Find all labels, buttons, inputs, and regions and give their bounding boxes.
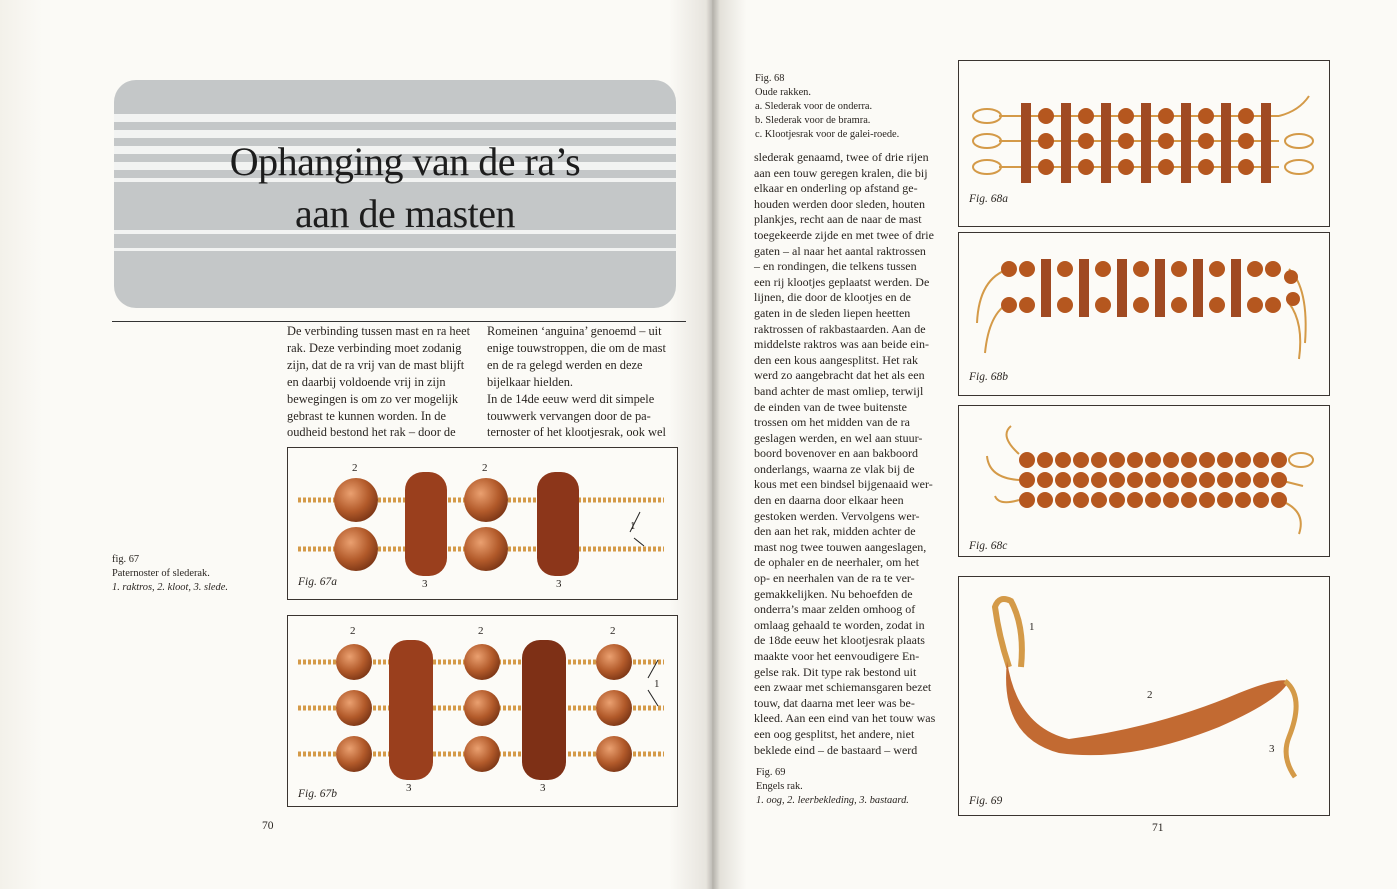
text-column-1 (287, 323, 473, 441)
text-line: band achter de mast omliep, terwijl (754, 383, 924, 398)
text-line: een zwaar met schiemansgaren bezet (754, 680, 932, 695)
bead (1198, 159, 1214, 175)
rope-loop (1285, 134, 1313, 148)
text-line: een oog gesplitst, het andere, niet (754, 726, 915, 741)
fig68c-frame (958, 405, 1330, 557)
slede (537, 472, 579, 576)
callout-1: 1 (630, 520, 636, 532)
slede (1231, 259, 1241, 317)
bead (1109, 472, 1125, 488)
text-line: maakte voor het eenvoudigere En- (754, 649, 920, 663)
text-line: op- en neerhalen van de ra te ver- (754, 571, 915, 586)
text-line: de ophaler en de neerhaler, om het (754, 555, 920, 570)
fig69-illustration (959, 577, 1329, 815)
bead (1019, 297, 1035, 313)
fig68a-illustration (959, 61, 1329, 226)
text-line: rak. Deze verbinding moet zodanig (287, 340, 462, 355)
text-line: geslagen werden, en wel aan stuur- (754, 430, 923, 445)
bead (1238, 133, 1254, 149)
text-line: ternoster of het klootjesrak, ook wel (487, 425, 666, 440)
bead (1133, 297, 1149, 313)
title-stripe (114, 248, 676, 251)
slede (522, 640, 566, 780)
bead (1055, 472, 1071, 488)
bead (1181, 492, 1197, 508)
bead (596, 644, 632, 680)
bead (1118, 159, 1134, 175)
bead (1127, 472, 1143, 488)
bead (1158, 159, 1174, 175)
bead (1284, 270, 1298, 284)
bead (1238, 108, 1254, 124)
rope-loop (1285, 160, 1313, 174)
bead (1286, 292, 1300, 306)
text-line: houden werden door sleden, houten (754, 196, 925, 211)
caption-line: 1. oog, 2. leerbekleding, 3. bastaard. (756, 795, 909, 806)
fig68b-frame (958, 232, 1330, 396)
title-box (114, 80, 676, 308)
book-gutter (706, 0, 720, 889)
callout-3: 3 (406, 782, 412, 794)
bead (1253, 472, 1269, 488)
caption-line: Oude rakken. (755, 87, 811, 98)
text-line: Romeinen ‘anguina’ genoemd – uit (487, 324, 662, 338)
bead (1095, 261, 1111, 277)
bead (1037, 452, 1053, 468)
caption-line: a. Slederak voor de onderra. (755, 101, 873, 112)
bead (1199, 452, 1215, 468)
bead (1109, 492, 1125, 508)
fig69-caption (756, 766, 909, 808)
bead (334, 527, 378, 571)
caption-line: Paternoster of slederak. (112, 568, 210, 579)
text-line: gemakkelijken. Nu behoefden de (754, 586, 913, 601)
bead (464, 644, 500, 680)
callout-3: 3 (422, 578, 428, 590)
bead (1145, 472, 1161, 488)
bead (1019, 472, 1035, 488)
text-line: den een kous aangesplitst. Het rak (754, 352, 918, 367)
text-line: plankjes, recht aan de naar de mast (754, 212, 922, 227)
fig69-label: Fig. 69 (969, 795, 1003, 807)
rope-end (1007, 426, 1020, 454)
text-line: bijelkaar hielden. (487, 374, 574, 389)
text-line: elkaar en onderling op afstand ge- (754, 181, 918, 196)
slede (1261, 103, 1271, 183)
bead (1198, 108, 1214, 124)
text-line: onderlangs, waarna ze vlak bij de (754, 461, 915, 476)
rope-loop (1289, 453, 1313, 467)
text-line: trossen om het midden van de ra (754, 415, 910, 430)
text-line: en de ra gelegd werden en deze (487, 357, 643, 372)
bead (334, 478, 378, 522)
bead (1078, 159, 1094, 175)
slede (1221, 103, 1231, 183)
bead (1253, 492, 1269, 508)
text-line: omlaag gehaald te worden, zodat in (754, 617, 925, 632)
caption-line: b. Slederak voor de bramra. (755, 115, 871, 126)
page-number-left: 70 (262, 820, 274, 832)
bead (464, 736, 500, 772)
fig68c-label: Fig. 68c (969, 540, 1008, 552)
bead (1073, 452, 1089, 468)
divider-rule (112, 321, 686, 322)
text-line: beklede eind – de bastaard – werd (754, 742, 918, 757)
bead (1163, 492, 1179, 508)
bead (1235, 452, 1251, 468)
rope-end (1289, 303, 1300, 359)
bead (1163, 452, 1179, 468)
text-line: gaten – al naar het aantal raktrossen (754, 243, 926, 258)
rope-end (995, 496, 1019, 502)
caption-line: Fig. 69 (756, 767, 786, 778)
bead (1091, 492, 1107, 508)
text-line: gestoken werden. Vervolgens wer- (754, 508, 920, 523)
bead (1271, 452, 1287, 468)
text-line: raktrossen of rakbastaarden. Aan de (754, 321, 926, 336)
fig67a-label: Fig. 67a (298, 576, 337, 588)
text-column-2 (487, 323, 676, 441)
title-stripe (114, 130, 676, 138)
page-number-right: 71 (1152, 822, 1164, 834)
bead (336, 644, 372, 680)
page-title-line1: Ophanging van de ra’s (229, 139, 581, 184)
bead (1145, 492, 1161, 508)
bead (1217, 452, 1233, 468)
text-line: werd zo aangebracht dat het als een (754, 368, 925, 383)
bead (1019, 492, 1035, 508)
fig67b-frame (287, 615, 678, 807)
text-line: gelse rak. Dit type rak bestond uit (754, 664, 917, 679)
bead (1109, 452, 1125, 468)
bead (1265, 297, 1281, 313)
callout-3: 3 (1269, 743, 1275, 755)
bead (1091, 472, 1107, 488)
bead (1235, 492, 1251, 508)
callout-2: 2 (478, 625, 484, 637)
fig68a-label: Fig. 68a (969, 193, 1008, 205)
caption-line: 1. raktros, 2. kloot, 3. slede. (112, 582, 228, 593)
bead (1019, 452, 1035, 468)
rope-end (987, 456, 1019, 480)
text-line: gebrast te kunnen worden. In de (287, 408, 446, 423)
bead (1055, 452, 1071, 468)
rope-end (1279, 96, 1309, 116)
fig69-frame (958, 576, 1330, 816)
bead (1163, 472, 1179, 488)
bead (336, 690, 372, 726)
text-line: een rij klootjes geplaatst werden. De (754, 274, 930, 289)
bead (1037, 472, 1053, 488)
fig68a-frame (958, 60, 1330, 227)
bead (1073, 472, 1089, 488)
bead (1055, 492, 1071, 508)
bastaard-rope (1285, 681, 1296, 777)
text-line: boord bovenover en aan bakboord (754, 446, 918, 461)
caption-line: fig. 67 (112, 554, 140, 565)
callout-2: 2 (352, 462, 358, 474)
bead (1238, 159, 1254, 175)
text-line: middelste raktros was aan beide ein- (754, 337, 929, 352)
bead (1057, 297, 1073, 313)
text-line: en daarbij voldoende vrij in zijn (287, 374, 446, 389)
bead (1078, 133, 1094, 149)
bead (1247, 261, 1263, 277)
text-line: gaten in de sleden liepen heetten (754, 305, 911, 320)
bead (1209, 261, 1225, 277)
bead (464, 690, 500, 726)
text-line: oudheid bestond het rak – door de (287, 425, 456, 440)
callout-3: 3 (540, 782, 546, 794)
bead (1247, 297, 1263, 313)
fig67a-frame (287, 447, 678, 600)
slede (1117, 259, 1127, 317)
callout-3: 3 (556, 578, 562, 590)
bead (1001, 261, 1017, 277)
bead (1127, 492, 1143, 508)
text-line: toegekeerde zijde en met twee of drie (754, 227, 934, 242)
slede (1101, 103, 1111, 183)
caption-line: c. Klootjesrak voor de galei-roede. (755, 129, 900, 140)
text-line: touwwerk vervangen door de pa- (487, 408, 651, 423)
bead (1073, 492, 1089, 508)
bead (1209, 297, 1225, 313)
bead (336, 736, 372, 772)
rope-loop (973, 109, 1001, 123)
bead (1037, 492, 1053, 508)
leader-line (634, 538, 644, 546)
bead (1145, 452, 1161, 468)
callout-2: 2 (350, 625, 356, 637)
bead (1171, 261, 1187, 277)
slede (1181, 103, 1191, 183)
bead (1095, 297, 1111, 313)
callout-1: 1 (654, 678, 660, 690)
bead (1091, 452, 1107, 468)
leather-covering (1006, 661, 1289, 755)
eye-loop (995, 599, 1022, 667)
bead (1038, 108, 1054, 124)
bead (1199, 492, 1215, 508)
right-page (712, 0, 1397, 889)
callout-2: 2 (610, 625, 616, 637)
bead (1181, 472, 1197, 488)
text-line: bewegingen is om zo ver mogelijk (287, 391, 459, 406)
fig67b-illustration (288, 616, 677, 806)
bead (1199, 472, 1215, 488)
bead (1217, 492, 1233, 508)
bead (1271, 492, 1287, 508)
fig67-caption (112, 553, 228, 595)
fig68-caption (755, 72, 899, 142)
bead (1253, 452, 1269, 468)
fig68b-label: Fig. 68b (969, 371, 1008, 383)
fig67b-label: Fig. 67b (298, 788, 337, 800)
callout-2: 2 (482, 462, 488, 474)
bead (1158, 108, 1174, 124)
leader-line (648, 690, 658, 706)
text-line: aan een touw geregen kralen, die bij (754, 165, 928, 180)
text-line: den aan het rak, midden achter de (754, 524, 916, 539)
bead (1198, 133, 1214, 149)
bead (596, 690, 632, 726)
bead (1235, 472, 1251, 488)
callout-1: 1 (1029, 621, 1035, 633)
bead (1181, 452, 1197, 468)
text-line: enige touwstroppen, die om de mast (487, 340, 666, 355)
caption-line: Fig. 68 (755, 73, 785, 84)
text-line: kous met een bindsel bijgenaaid wer- (754, 477, 933, 492)
bead (1118, 108, 1134, 124)
bead (1038, 159, 1054, 175)
text-line: touw, dat daarna met leer was be- (754, 695, 915, 710)
text-line: De verbinding tussen mast en ra heet (287, 324, 471, 338)
bead (464, 478, 508, 522)
bead (1127, 452, 1143, 468)
text-line: mast nog twee touwen aangeslagen, (754, 539, 927, 554)
bead (1217, 472, 1233, 488)
title-stripe (114, 114, 676, 122)
slede (1061, 103, 1071, 183)
page-title-line2: aan de masten (294, 191, 516, 236)
fig68c-illustration (959, 406, 1329, 556)
bead (464, 527, 508, 571)
slede (1141, 103, 1151, 183)
bead (1118, 133, 1134, 149)
slede (1079, 259, 1089, 317)
text-line: kleed. Aan een eind van het touw was (754, 711, 936, 726)
rope-loop (973, 160, 1001, 174)
text-line: zijn, dat de ra vrij van de mast blijft (287, 357, 465, 372)
slede (1041, 259, 1051, 317)
bead (1078, 108, 1094, 124)
text-column-right (754, 150, 942, 758)
text-line: – en rondingen, die telkens tussen (754, 259, 917, 274)
bead (1265, 261, 1281, 277)
text-line: den en daarna door elkaar heen (754, 493, 904, 508)
slede (389, 640, 433, 780)
text-line: de 18de eeuw het klootjesrak plaats (754, 633, 925, 648)
caption-line: Engels rak. (756, 781, 803, 792)
bead (1158, 133, 1174, 149)
callout-2: 2 (1147, 689, 1153, 701)
bead (1038, 133, 1054, 149)
slede (1193, 259, 1203, 317)
text-line: de einden van de twee buitenste (754, 399, 907, 414)
slede (405, 472, 447, 576)
rope-end (977, 269, 1009, 323)
fig68b-illustration (959, 233, 1329, 395)
bead (1171, 297, 1187, 313)
bead (1057, 261, 1073, 277)
bead (1001, 297, 1017, 313)
text-line: lijnen, die door de klootjes en de (754, 290, 911, 305)
slede (1155, 259, 1165, 317)
bead (1019, 261, 1035, 277)
bead (596, 736, 632, 772)
text-line: In de 14de eeuw werd dit simpele (487, 391, 655, 406)
slede (1021, 103, 1031, 183)
text-line: onderra’s maar zelden omhoog of (754, 602, 916, 617)
bead (1133, 261, 1149, 277)
rope-loop (973, 134, 1001, 148)
bead (1271, 472, 1287, 488)
text-line: slederak genaamd, twee of drie rijen (754, 150, 929, 164)
